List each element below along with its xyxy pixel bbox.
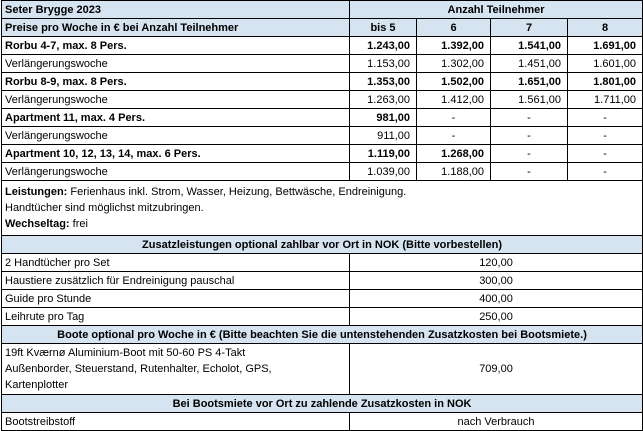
price-row [2,55,643,73]
row-label: Verlängerungswoche [2,127,350,145]
price-cell: 1.451,00 [491,55,568,73]
price-cell: 1.392,00 [417,37,491,55]
price-cell: 1.412,00 [417,91,491,109]
leistungen-line-2: Handtücher sind möglichst mitzubringen. [5,202,204,214]
price-cell: 1.801,00 [568,73,643,91]
zusatz-row [2,290,643,308]
price-cell: - [568,109,643,127]
boote-description [2,344,350,395]
price-row [2,73,643,91]
boote-heading: Boote optional pro Woche in € (Bitte beachten Sie die untenstehenden Zusatzkosten bei Bootsmiete.) [2,326,643,344]
bootsmiete-value: nach Verbrauch [350,413,643,431]
zusatz-value: 300,00 [350,272,643,290]
header-row-2 [2,19,643,37]
leistungen-line-1 [5,184,639,200]
price-cell: - [568,145,643,163]
zusatz-label: Guide pro Stunde [2,290,350,308]
row-label: Verlängerungswoche [2,163,350,181]
col-header-bis5: bis 5 [350,19,417,37]
price-cell: - [417,127,491,145]
price-row [2,163,643,181]
price-cell: - [491,145,568,163]
zusatz-row [2,308,643,326]
bootsmiete-heading-row [2,395,643,413]
price-cell: 1.188,00 [417,163,491,181]
price-cell: - [568,163,643,181]
price-cell: 1.302,00 [417,55,491,73]
row-label: Verlängerungswoche [2,55,350,73]
header-row-1 [2,1,643,19]
price-cell: 1.268,00 [417,145,491,163]
boote-heading-row [2,326,643,344]
zusatz-value: 250,00 [350,308,643,326]
price-cell: 1.561,00 [491,91,568,109]
row-label: Apartment 11, max. 4 Pers. [2,109,350,127]
price-cell: 1.119,00 [350,145,417,163]
bootsmiete-label: Bootstreibstoff [2,413,350,431]
price-row [2,37,643,55]
price-cell: 1.691,00 [568,37,643,55]
zusatz-value: 120,00 [350,254,643,272]
col-header-8: 8 [568,19,643,37]
leistungen-label: Leistungen: [5,186,68,198]
wechseltag-label: Wechseltag: [5,218,70,230]
col-header-7: 7 [491,19,568,37]
zusatz-row [2,254,643,272]
price-cell: 1.039,00 [350,163,417,181]
price-cell: 1.502,00 [417,73,491,91]
table-title: Seter Brygge 2023 [2,1,350,19]
zusatz-value: 400,00 [350,290,643,308]
leistungen-row [2,181,643,236]
price-cell: - [491,163,568,181]
boote-line-3: Kartenplotter [5,379,68,391]
price-cell: 1.263,00 [350,91,417,109]
leistungen-text: Ferienhaus inkl. Strom, Wasser, Heizung, Bettwäsche, Endreinigung. [67,186,407,198]
price-cell: - [417,109,491,127]
price-cell: 1.243,00 [350,37,417,55]
price-cell: 1.541,00 [491,37,568,55]
boote-row [2,344,643,395]
leistungen-cell [2,181,643,236]
price-cell: 1.711,00 [568,91,643,109]
price-cell: - [568,127,643,145]
price-table [1,0,643,431]
price-cell: 1.153,00 [350,55,417,73]
price-cell: - [491,109,568,127]
price-cell: 1.353,00 [350,73,417,91]
table-subtitle: Preise pro Woche in € bei Anzahl Teilnehmer [2,19,350,37]
row-label: Rorbu 4-7, max. 8 Pers. [2,37,350,55]
zusatz-label: Haustiere zusätzlich für Endreinigung pauschal [2,272,350,290]
price-cell: 981,00 [350,109,417,127]
zusatz-heading-row [2,236,643,254]
price-cell: 1.601,00 [568,55,643,73]
price-row [2,145,643,163]
wechseltag-value: frei [69,218,88,230]
boote-line-2: Außenborder, Steuerstand, Rutenhalter, Echolot, GPS, [5,363,272,375]
boote-line-1: 19ft Kværnø Aluminium-Boot mit 50-60 PS 4-Takt [5,347,246,359]
zusatz-heading: Zusatzleistungen optional zahlbar vor Ort in NOK (Bitte vorbestellen) [2,236,643,254]
price-cell: 911,00 [350,127,417,145]
row-label: Apartment 10, 12, 13, 14, max. 6 Pers. [2,145,350,163]
price-cell: - [491,127,568,145]
row-label: Verlängerungswoche [2,91,350,109]
price-cell: 1.651,00 [491,73,568,91]
row-label: Rorbu 8-9, max. 8 Pers. [2,73,350,91]
zusatz-row [2,272,643,290]
bootsmiete-row [2,413,643,431]
boote-value: 709,00 [350,344,643,395]
col-header-6: 6 [417,19,491,37]
bootsmiete-heading: Bei Bootsmiete vor Ort zu zahlende Zusatzkosten in NOK [2,395,643,413]
zusatz-label: 2 Handtücher pro Set [2,254,350,272]
price-row [2,109,643,127]
price-row [2,91,643,109]
zusatz-label: Leihrute pro Tag [2,308,350,326]
participants-group-header: Anzahl Teilnehmer [350,1,643,19]
price-row [2,127,643,145]
wechseltag-line [5,216,639,232]
